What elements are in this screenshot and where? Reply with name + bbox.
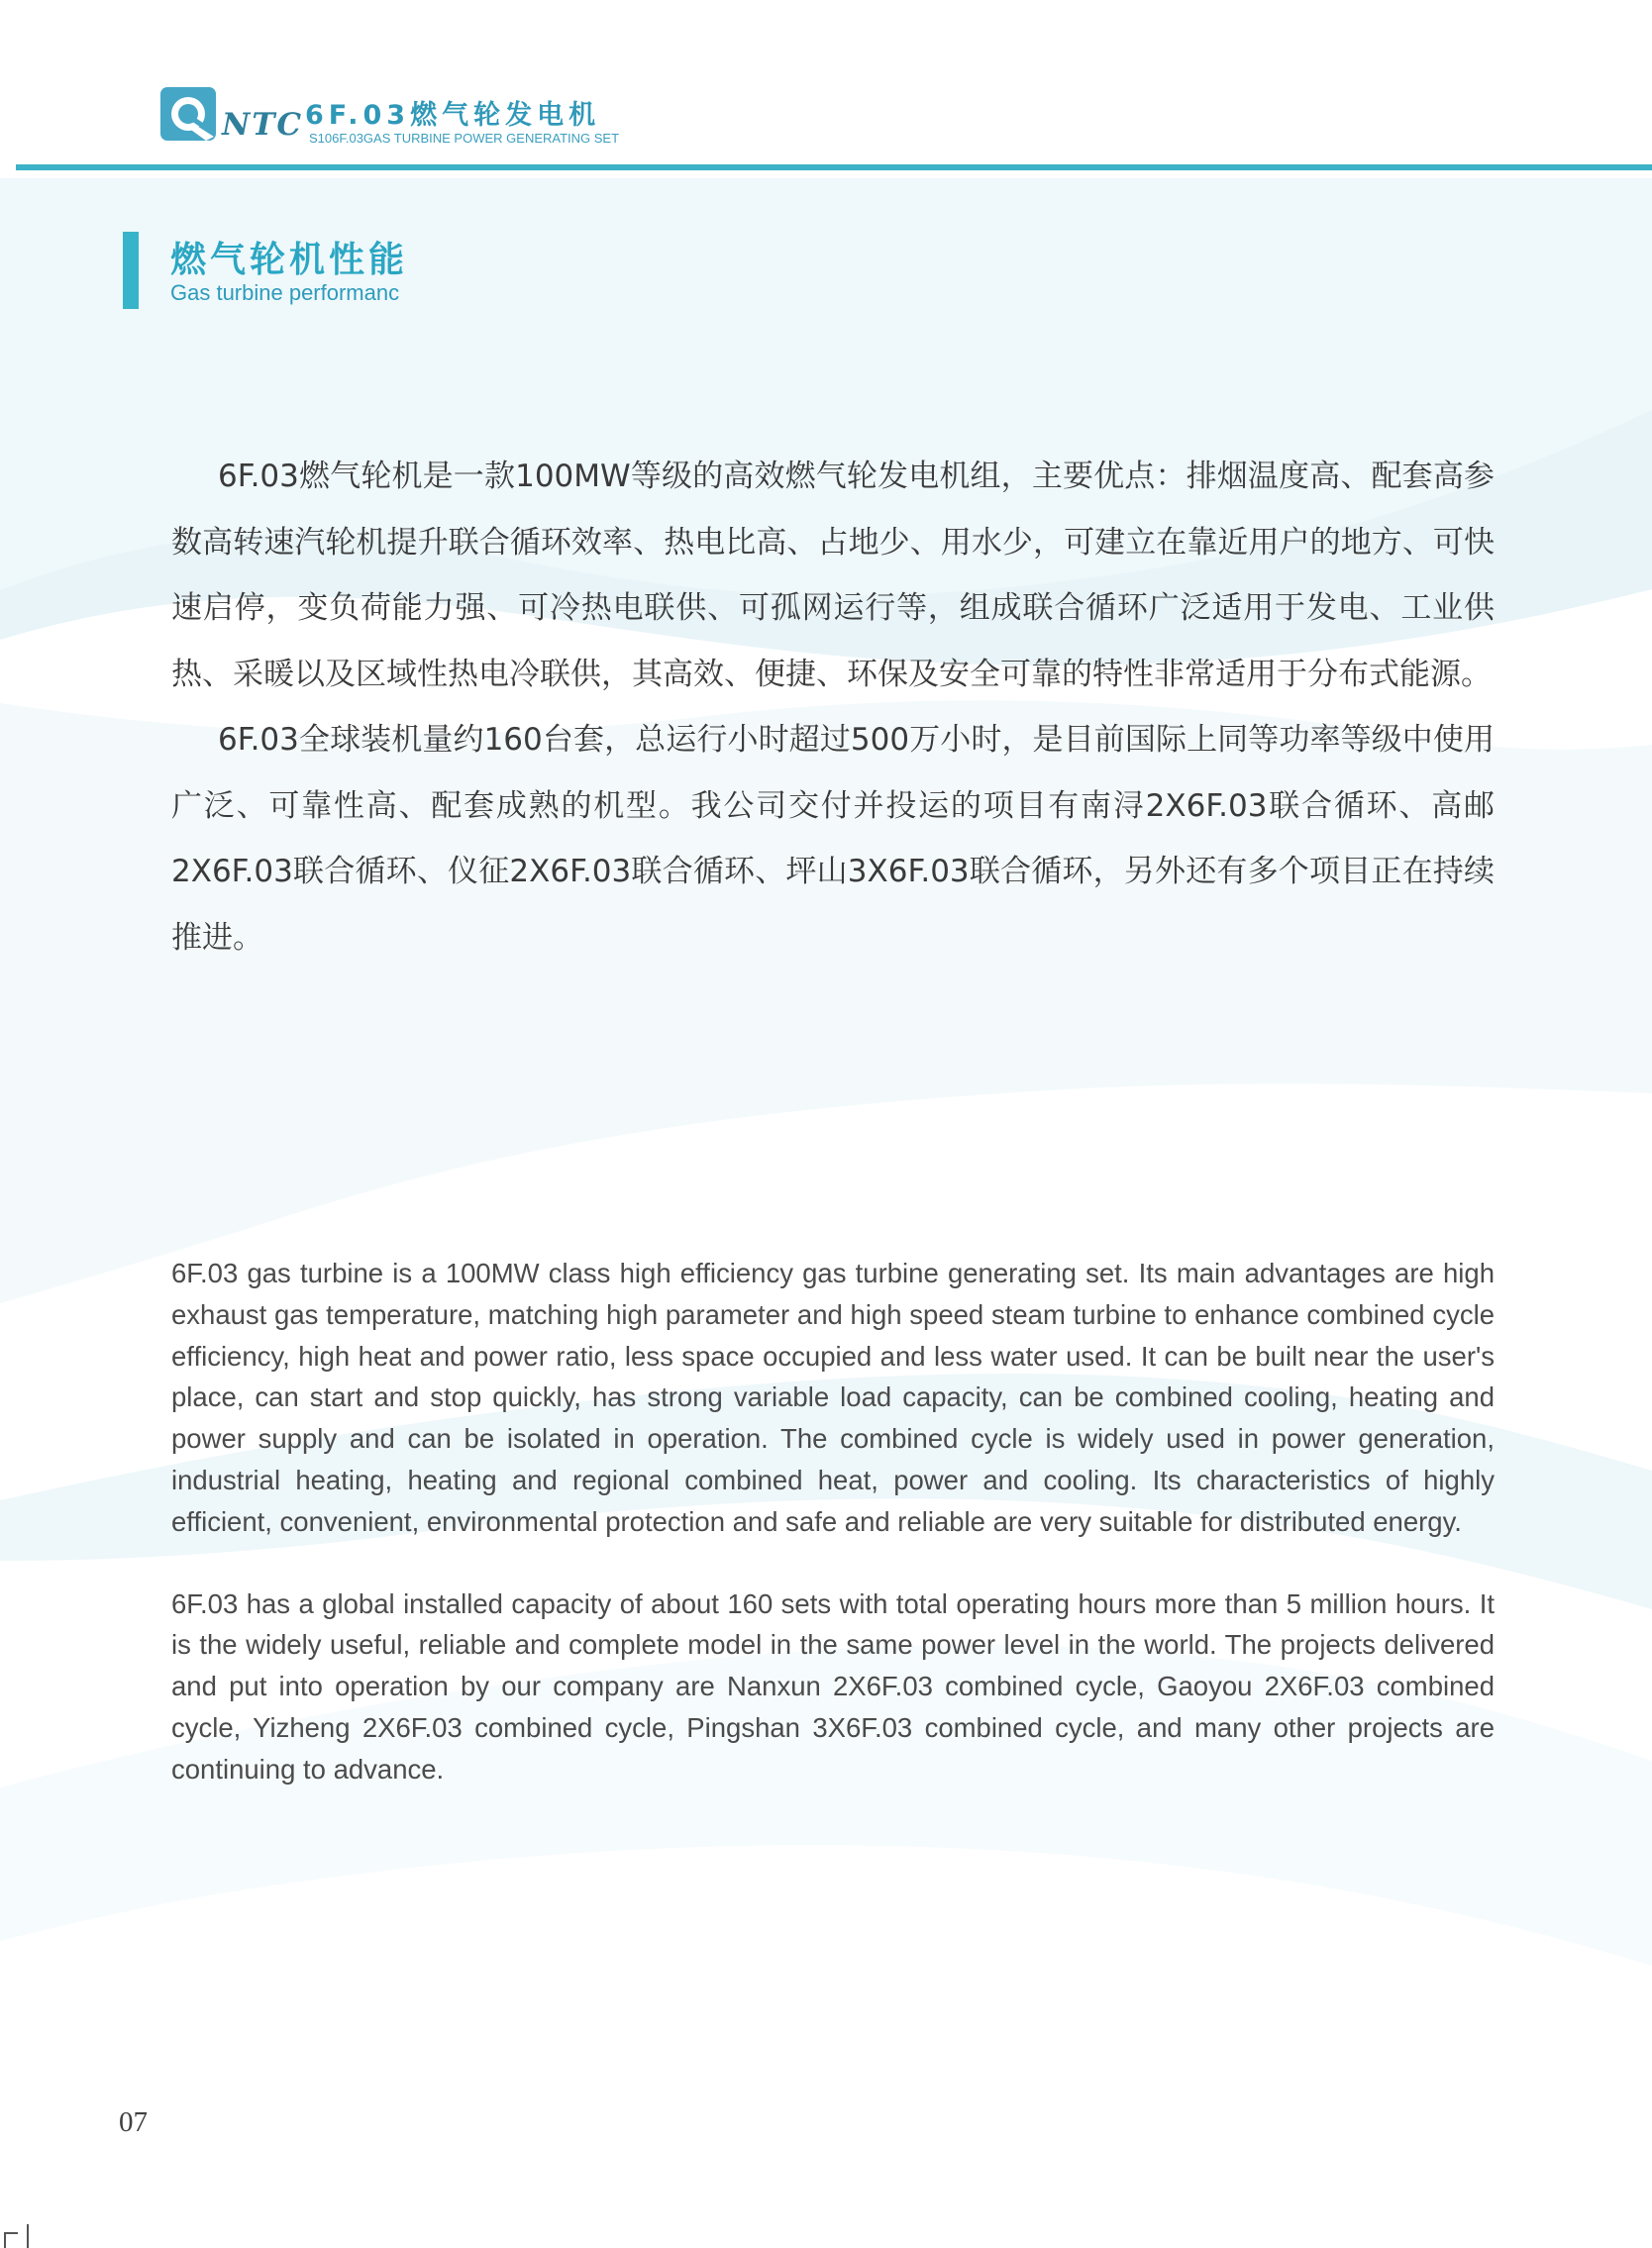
section-title-en: Gas turbine performanc [170,280,400,305]
english-paragraph: 6F.03 has a global installed capacity of about 160 sets with total operating hours more than 5 million hours. It is the widely useful, reliable and complete model in the same power level in the world. The projects delivered and put into operation by our company are Nanxun 2X6F.03 combined cycle, Gaoyou 2X6F.03 combined cycle, Yizheng 2X6F.03 combined cycle, Pingshan 3X6F.03 combined cycle, and many other projects are continuing to advance. [171,1587,1495,1785]
chinese-paragraph: 6F.03全球装机量约160台套，总运行小时超过500万小时，是目前国际上同等功率等级中使用广泛、可靠性高、配套成熟的机型。我公司交付并投运的项目有南浔2X6F.03联合循环、高邮2X6F.03联合循环、仪征2X6F.03联合循环、坪山3X6F.03联合循环，另外还有多个项目正在持续推进。 [171,722,1495,956]
logo-text: NTC [222,107,304,143]
crop-mark-horizontal [4,2232,18,2234]
print-corner-mark [0,2220,36,2248]
header-subtitle: S106F.03GAS TURBINE POWER GENERATING SET [309,131,620,146]
ntc-logo [158,83,304,149]
english-paragraph: 6F.03 gas turbine is a 100MW class high efficiency gas turbine generating set. Its main advantages are high exhaust gas temperature, matching high parameter and high speed steam turbine to enhance combined cycle efficiency, high heat and power ratio, less space occupied and less water used. It can be built near the user's place, can start and stop quickly, has strong variable load capacity, can be combined cooling, heating and power supply and can be isolated in operation. The combined cycle is widely used in power generation, industrial heating, heating and regional combined heat, power and cooling. Its characteristics of highly efficient, convenient, environmental protection and safe and reliable are very suitable for distributed energy. [171,1258,1495,1537]
header-title: 6F.03燃气轮发电机 [305,100,601,131]
header-divider [16,164,1652,170]
page-number: 07 [119,2106,148,2138]
section-accent-bar [123,232,139,309]
section-title-cn: 燃气轮机性能 [170,240,409,280]
crop-mark-vertical-left [4,2232,6,2248]
ntc-logo-icon [158,83,222,145]
chinese-body-text [171,444,1495,971]
english-body-text [171,1253,1495,1790]
crop-mark-vertical-right [27,2224,29,2248]
page-header [0,0,1652,173]
chinese-paragraph: 6F.03燃气轮机是一款100MW等级的高效燃气轮发电机组，主要优点：排烟温度高、配套高参数高转速汽轮机提升联合循环效率、热电比高、占地少、用水少，可建立在靠近用户的地方、可快速启停，变负荷能力强、可冷热电联供、可孤网运行等，组成联合循环广泛适用于发电、工业供热、采暖以及区域性热电冷联供，其高效、便捷、环保及安全可靠的特性非常适用于分布式能源。 [171,459,1495,692]
